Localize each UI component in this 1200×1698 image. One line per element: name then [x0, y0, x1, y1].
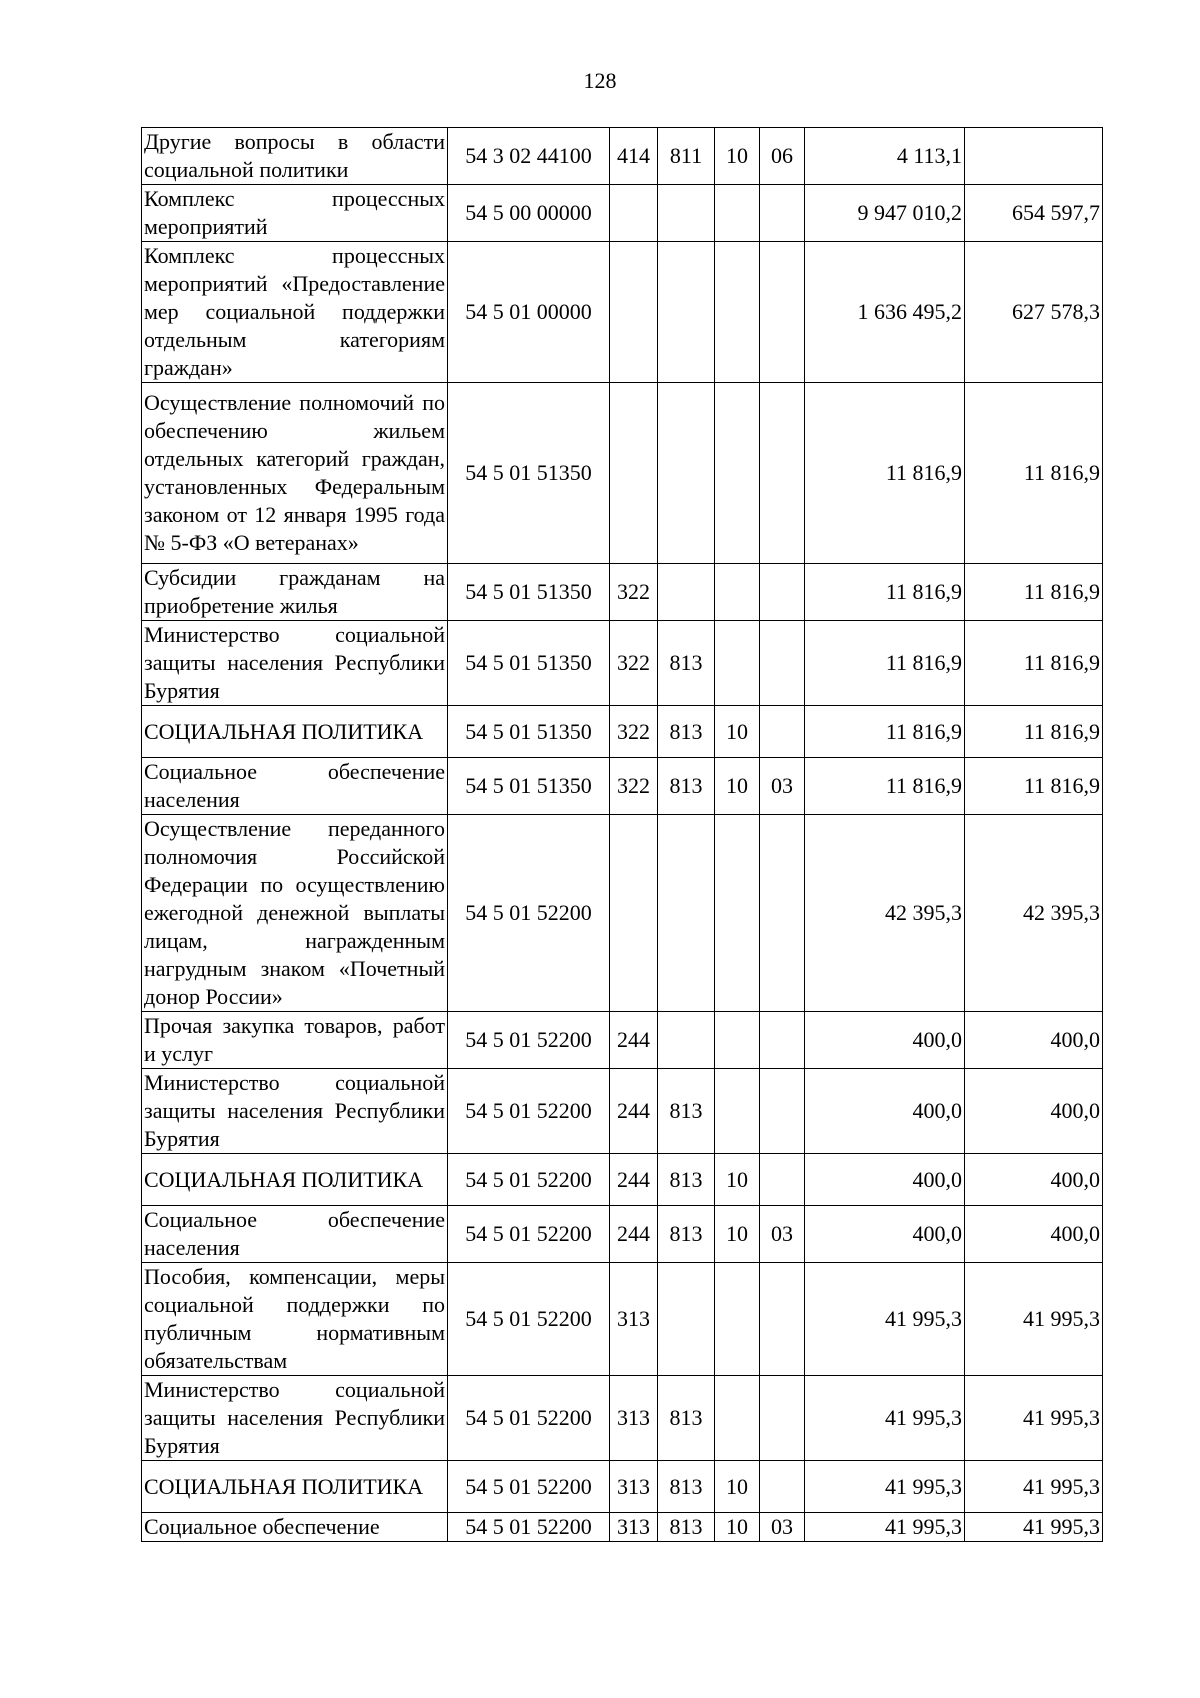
expense-type-code-cell [610, 242, 658, 383]
amount-federal-cell: 400,0 [965, 1206, 1103, 1263]
section-code-cell: 10 [715, 1461, 760, 1513]
subsection-code-cell [760, 815, 805, 1012]
table-row [142, 1012, 1103, 1069]
amount-federal-cell: 11 816,9 [965, 564, 1103, 621]
table-row [142, 815, 1103, 1012]
target-article-code-cell: 54 5 01 51350 [448, 383, 610, 564]
expense-type-code-cell: 244 [610, 1069, 658, 1154]
section-code-cell: 10 [715, 758, 760, 815]
ministry-code-cell [658, 242, 715, 383]
ministry-code-cell [658, 815, 715, 1012]
amount-total-cell: 11 816,9 [805, 706, 965, 758]
row-name-cell: СОЦИАЛЬНАЯ ПОЛИТИКА [142, 1461, 448, 1513]
section-code-cell: 10 [715, 1513, 760, 1542]
table-row [142, 242, 1103, 383]
expense-type-code-cell: 322 [610, 706, 658, 758]
target-article-code-cell: 54 5 01 51350 [448, 564, 610, 621]
amount-total-cell: 11 816,9 [805, 758, 965, 815]
amount-total-cell: 41 995,3 [805, 1263, 965, 1376]
amount-total-cell: 42 395,3 [805, 815, 965, 1012]
expense-type-code-cell: 313 [610, 1263, 658, 1376]
target-article-code-cell: 54 5 01 52200 [448, 1513, 610, 1542]
amount-federal-cell: 11 816,9 [965, 383, 1103, 564]
table-row [142, 758, 1103, 815]
section-code-cell: 10 [715, 1206, 760, 1263]
amount-total-cell: 400,0 [805, 1206, 965, 1263]
amount-federal-cell: 627 578,3 [965, 242, 1103, 383]
section-code-cell [715, 1069, 760, 1154]
ministry-code-cell [658, 1012, 715, 1069]
amount-total-cell: 400,0 [805, 1069, 965, 1154]
ministry-code-cell [658, 1263, 715, 1376]
ministry-code-cell: 813 [658, 1206, 715, 1263]
table-row [142, 1154, 1103, 1206]
ministry-code-cell: 813 [658, 706, 715, 758]
subsection-code-cell: 03 [760, 758, 805, 815]
ministry-code-cell [658, 564, 715, 621]
amount-total-cell: 41 995,3 [805, 1376, 965, 1461]
ministry-code-cell: 813 [658, 1154, 715, 1206]
amount-federal-cell: 11 816,9 [965, 706, 1103, 758]
amount-federal-cell: 400,0 [965, 1012, 1103, 1069]
ministry-code-cell: 813 [658, 758, 715, 815]
section-code-cell [715, 1376, 760, 1461]
row-name-cell: Осуществление полномочий по обеспечению жильем отдельных категорий граждан, установленных Федеральным законом от 12 января 1995 года № 5-ФЗ «О ветеранах» [142, 383, 448, 564]
amount-federal-cell: 41 995,3 [965, 1461, 1103, 1513]
ministry-code-cell [658, 185, 715, 242]
expense-type-code-cell [610, 815, 658, 1012]
amount-total-cell: 4 113,1 [805, 128, 965, 185]
amount-total-cell: 11 816,9 [805, 564, 965, 621]
ministry-code-cell: 813 [658, 621, 715, 706]
row-name-cell: СОЦИАЛЬНАЯ ПОЛИТИКА [142, 1154, 448, 1206]
table-row [142, 1461, 1103, 1513]
amount-total-cell: 9 947 010,2 [805, 185, 965, 242]
table-row [142, 1069, 1103, 1154]
target-article-code-cell: 54 5 01 52200 [448, 1154, 610, 1206]
subsection-code-cell [760, 1012, 805, 1069]
subsection-code-cell [760, 1376, 805, 1461]
table-row [142, 1513, 1103, 1542]
row-name-cell: Министерство социальной защиты населения Республики Бурятия [142, 621, 448, 706]
subsection-code-cell: 03 [760, 1206, 805, 1263]
section-code-cell [715, 1012, 760, 1069]
expense-type-code-cell: 322 [610, 758, 658, 815]
target-article-code-cell: 54 5 01 52200 [448, 1376, 610, 1461]
target-article-code-cell: 54 5 01 52200 [448, 1461, 610, 1513]
subsection-code-cell [760, 185, 805, 242]
expense-type-code-cell: 313 [610, 1461, 658, 1513]
subsection-code-cell [760, 1154, 805, 1206]
table-row [142, 1263, 1103, 1376]
amount-total-cell: 1 636 495,2 [805, 242, 965, 383]
section-code-cell [715, 185, 760, 242]
amount-federal-cell: 42 395,3 [965, 815, 1103, 1012]
target-article-code-cell: 54 5 01 52200 [448, 1263, 610, 1376]
subsection-code-cell [760, 1069, 805, 1154]
budget-table-body [142, 128, 1103, 1542]
target-article-code-cell: 54 5 00 00000 [448, 185, 610, 242]
expense-type-code-cell: 414 [610, 128, 658, 185]
expense-type-code-cell: 244 [610, 1012, 658, 1069]
section-code-cell [715, 383, 760, 564]
ministry-code-cell: 811 [658, 128, 715, 185]
table-row [142, 1376, 1103, 1461]
target-article-code-cell: 54 5 01 52200 [448, 815, 610, 1012]
section-code-cell [715, 815, 760, 1012]
amount-federal-cell: 11 816,9 [965, 621, 1103, 706]
expense-type-code-cell: 322 [610, 564, 658, 621]
section-code-cell: 10 [715, 706, 760, 758]
amount-total-cell: 41 995,3 [805, 1461, 965, 1513]
table-row [142, 383, 1103, 564]
section-code-cell [715, 621, 760, 706]
amount-federal-cell: 400,0 [965, 1069, 1103, 1154]
row-name-cell: Комплекс процессных мероприятий [142, 185, 448, 242]
target-article-code-cell: 54 5 01 52200 [448, 1206, 610, 1263]
target-article-code-cell: 54 5 01 51350 [448, 758, 610, 815]
section-code-cell: 10 [715, 1154, 760, 1206]
table-row [142, 1206, 1103, 1263]
row-name-cell: Осуществление переданного полномочия Российской Федерации по осуществлению ежегодной денежной выплаты лицам, награжденным нагрудным знаком «Почетный донор России» [142, 815, 448, 1012]
section-code-cell [715, 1263, 760, 1376]
budget-table [141, 127, 1103, 1542]
subsection-code-cell [760, 706, 805, 758]
section-code-cell: 10 [715, 128, 760, 185]
amount-federal-cell: 11 816,9 [965, 758, 1103, 815]
expense-type-code-cell: 244 [610, 1206, 658, 1263]
ministry-code-cell [658, 383, 715, 564]
amount-federal-cell [965, 128, 1103, 185]
target-article-code-cell: 54 5 01 52200 [448, 1012, 610, 1069]
expense-type-code-cell: 322 [610, 621, 658, 706]
row-name-cell: Другие вопросы в области социальной политики [142, 128, 448, 185]
table-row [142, 185, 1103, 242]
row-name-cell: Пособия, компенсации, меры социальной поддержки по публичным нормативным обязательствам [142, 1263, 448, 1376]
subsection-code-cell [760, 564, 805, 621]
target-article-code-cell: 54 5 01 51350 [448, 706, 610, 758]
table-row [142, 706, 1103, 758]
ministry-code-cell: 813 [658, 1376, 715, 1461]
row-name-cell: Социальное обеспечение населения [142, 758, 448, 815]
expense-type-code-cell [610, 383, 658, 564]
row-name-cell: Социальное обеспечение [142, 1513, 448, 1542]
amount-total-cell: 41 995,3 [805, 1513, 965, 1542]
target-article-code-cell: 54 5 01 51350 [448, 621, 610, 706]
section-code-cell [715, 564, 760, 621]
subsection-code-cell [760, 242, 805, 383]
subsection-code-cell: 03 [760, 1513, 805, 1542]
ministry-code-cell: 813 [658, 1461, 715, 1513]
amount-total-cell: 400,0 [805, 1154, 965, 1206]
subsection-code-cell [760, 1461, 805, 1513]
table-row [142, 128, 1103, 185]
target-article-code-cell: 54 5 01 00000 [448, 242, 610, 383]
amount-total-cell: 400,0 [805, 1012, 965, 1069]
target-article-code-cell: 54 3 02 44100 [448, 128, 610, 185]
section-code-cell [715, 242, 760, 383]
expense-type-code-cell: 244 [610, 1154, 658, 1206]
row-name-cell: Прочая закупка товаров, работ и услуг [142, 1012, 448, 1069]
row-name-cell: СОЦИАЛЬНАЯ ПОЛИТИКА [142, 706, 448, 758]
amount-federal-cell: 41 995,3 [965, 1376, 1103, 1461]
row-name-cell: Социальное обеспечение населения [142, 1206, 448, 1263]
amount-federal-cell: 654 597,7 [965, 185, 1103, 242]
subsection-code-cell [760, 1263, 805, 1376]
row-name-cell: Министерство социальной защиты населения Республики Бурятия [142, 1376, 448, 1461]
amount-federal-cell: 41 995,3 [965, 1263, 1103, 1376]
row-name-cell: Субсидии гражданам на приобретение жилья [142, 564, 448, 621]
expense-type-code-cell [610, 185, 658, 242]
ministry-code-cell: 813 [658, 1069, 715, 1154]
subsection-code-cell: 06 [760, 128, 805, 185]
table-row [142, 621, 1103, 706]
subsection-code-cell [760, 621, 805, 706]
page-number: 128 [583, 68, 617, 93]
expense-type-code-cell: 313 [610, 1376, 658, 1461]
ministry-code-cell: 813 [658, 1513, 715, 1542]
amount-federal-cell: 41 995,3 [965, 1513, 1103, 1542]
subsection-code-cell [760, 383, 805, 564]
target-article-code-cell: 54 5 01 52200 [448, 1069, 610, 1154]
table-row [142, 564, 1103, 621]
amount-total-cell: 11 816,9 [805, 621, 965, 706]
row-name-cell: Министерство социальной защиты населения Республики Бурятия [142, 1069, 448, 1154]
amount-federal-cell: 400,0 [965, 1154, 1103, 1206]
row-name-cell: Комплекс процессных мероприятий «Предоставление мер социальной поддержки отдельным категориям граждан» [142, 242, 448, 383]
expense-type-code-cell: 313 [610, 1513, 658, 1542]
amount-total-cell: 11 816,9 [805, 383, 965, 564]
